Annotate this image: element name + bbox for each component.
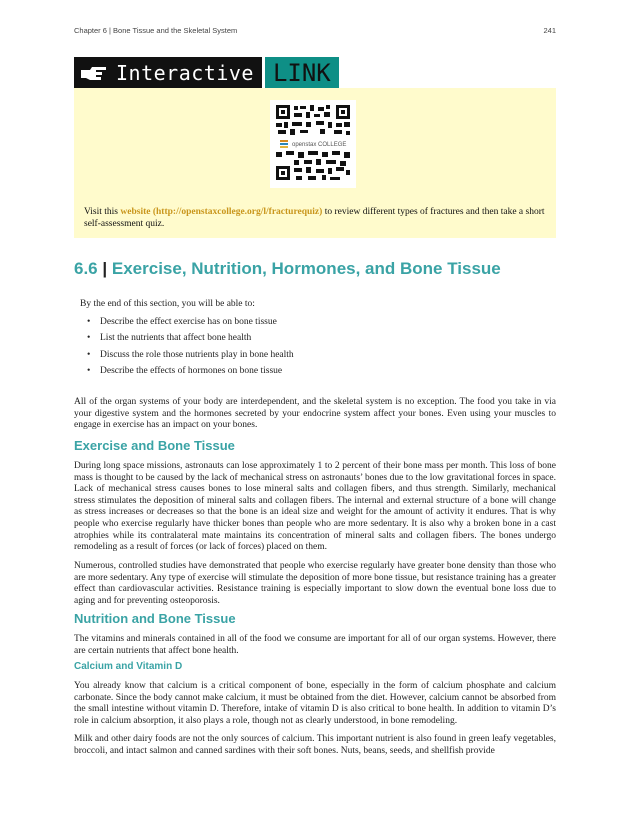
intro-paragraph: All of the organ systems of your body are interdependent, and the skeletal system is no exception. The food you take in via your digestive system and the hormones secreted by your endocrine system affect your bones. Even using your muscles to engage in exercise has an impact on your bones. [74, 397, 556, 431]
interactive-link-box [74, 88, 556, 238]
interactive-label-block [74, 57, 262, 88]
fracture-quiz-link[interactable]: website (http://openstaxcollege.org/l/fracturequiz) [120, 207, 323, 217]
calcium-paragraph-1: You already know that calcium is a critical component of bone, especially in the form of calcium phosphate and calcium carbonate. Since the body cannot make calcium, it must be obtained from the diet. However, calcium cannot be absorbed from the small intestine without vitamin D. Therefore, intake of vitamin D is also critical to bone health. In addition to vitamin D’s role in calcium absorption, it also plays a role, though not as clearly understood, in bone remodeling. [74, 681, 556, 726]
objectives-intro: By the end of this section, you will be able to: [80, 299, 255, 309]
objectives-list [87, 317, 294, 382]
qr-code[interactable] [270, 100, 356, 188]
page-number: 241 [543, 26, 556, 35]
exercise-paragraph-2: Numerous, controlled studies have demonstrated that people who exercise regularly have greater bone density than those who are more sedentary. Any type of exercise will stimulate the deposition of more bone tissue, but resistance training has a greater effect than cardiovascular activities. Resistance training is especially important to slow down the eventual bone loss due to aging and for preventing osteoporosis. [74, 561, 556, 606]
objective-item: • List the nutrients that affect bone health [87, 333, 252, 344]
banner-interactive-text: Interactive [116, 60, 254, 85]
objective-item: • Describe the effects of hormones on bone tissue [87, 365, 283, 376]
objective-item: • Discuss the role those nutrients play in bone health [87, 349, 294, 360]
interactive-link-text: Visit this website (http://openstaxcollege.org/l/fracturequiz) to review different types of fractures and then take a short self-assessment quiz. [84, 207, 545, 229]
exercise-heading: Exercise and Bone Tissue [74, 438, 235, 453]
calcium-subheading: Calcium and Vitamin D [74, 661, 183, 672]
running-header: Chapter 6 | Bone Tissue and the Skeletal System [74, 26, 238, 35]
section-separator: | [102, 259, 108, 278]
section-title-text: Exercise, Nutrition, Hormones, and Bone Tissue [111, 259, 501, 278]
nutrition-paragraph-1: The vitamins and minerals contained in all of the food we consume are important for all of our organ systems. However, there are certain nutrients that affect bone health. [74, 634, 556, 656]
calcium-paragraph-2: Milk and other dairy foods are not the only sources of calcium. This important nutrient is also found in green leafy vegetables, broccoli, and intact salmon and canned sardines with their soft bones. Nuts, beans, seeds, and shellfish provide [74, 734, 556, 756]
nutrition-heading: Nutrition and Bone Tissue [74, 611, 236, 626]
svg-text:openstax COLLEGE: openstax COLLEGE [292, 142, 347, 148]
objective-item: • Describe the effect exercise has on bone tissue [87, 317, 277, 327]
exercise-paragraph-1: During long space missions, astronauts can lose approximately 1 to 2 percent of their bone mass per month. This loss of bone mass is thought to be caused by the lack of mechanical stress on astronauts’ bones due to the low gravitational forces in space. Lack of mechanical stress causes bones to lose mineral salts and collagen fibers, and thus strength. Similarly, mechanical stress stimulates the deposition of mineral salts and collagen fibers. The internal and external structure of a bone will change as stress increases or decreases so that the bone is an ideal size and weight for the amount of activity it endures. That is why people who exercise regularly have thicker bones than people who are more sedentary. It is also why a broken bone in a cast atrophies while its contralateral mate maintains its concentration of mineral salts and collagen fibers. The bones undergo remodeling as a result of forces (or lack of forces) placed on them. [74, 461, 556, 553]
pointing-hand-icon [80, 63, 108, 83]
section-title [74, 259, 501, 279]
banner-link-text: LINK [265, 57, 339, 88]
section-number: 6.6 [74, 259, 98, 278]
interactive-link-banner [74, 57, 339, 88]
